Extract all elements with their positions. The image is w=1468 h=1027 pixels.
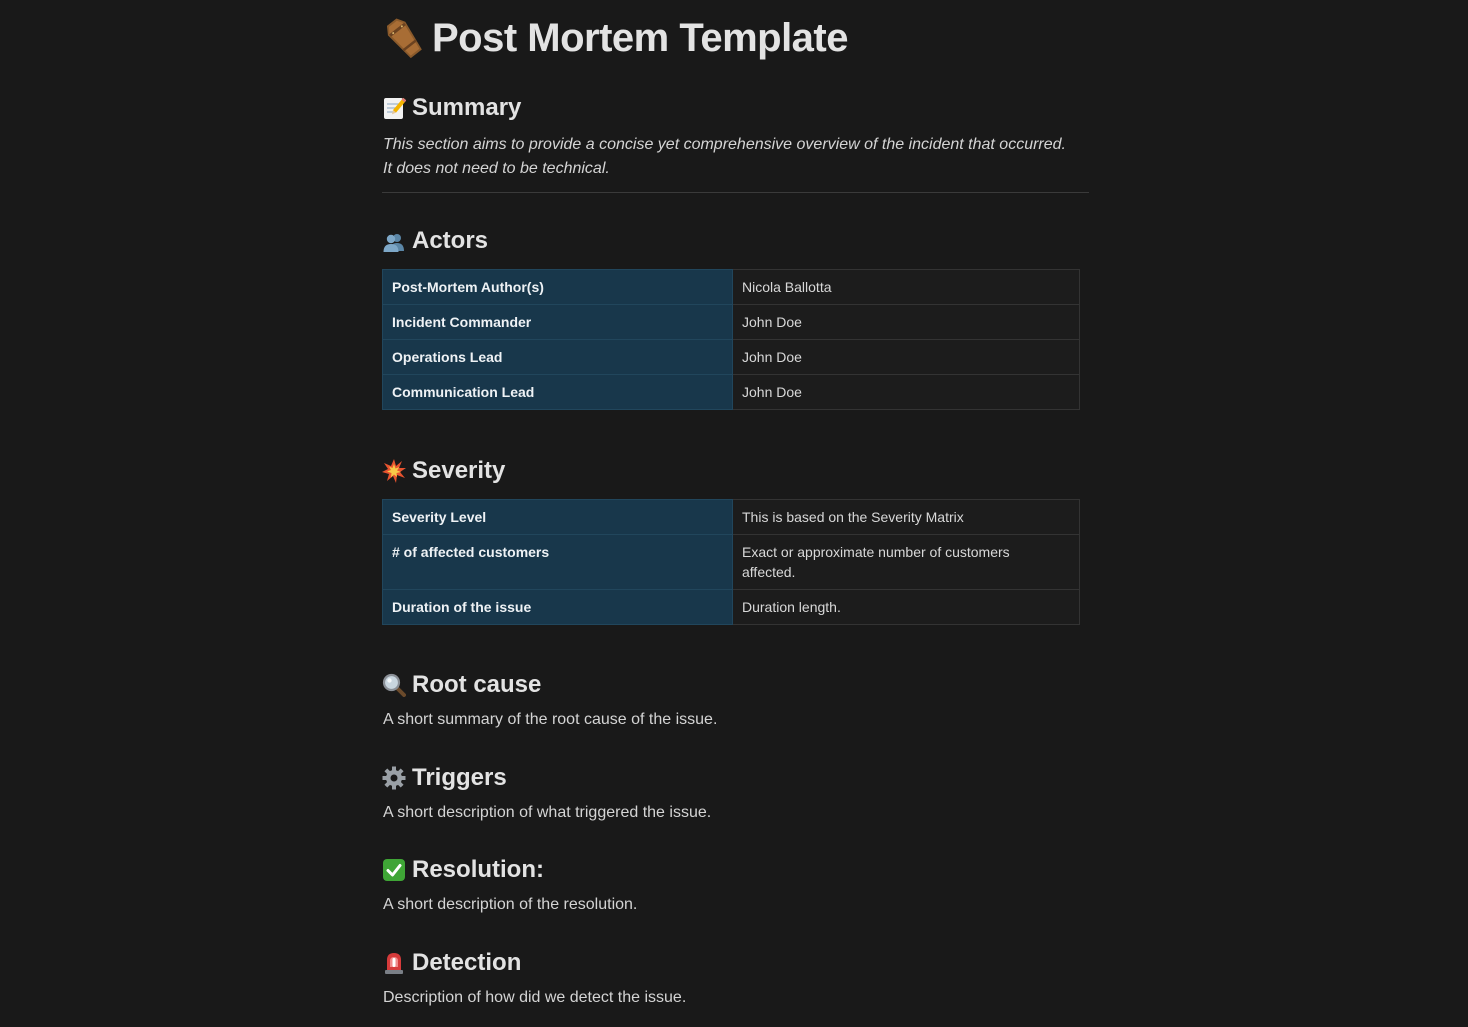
severity-heading[interactable] (382, 455, 505, 487)
table-cell-key[interactable]: Post-Mortem Author(s) (383, 270, 733, 305)
summary-heading-text: Summary (412, 94, 522, 121)
detection-heading[interactable] (382, 947, 521, 979)
summary-heading[interactable] (382, 92, 521, 124)
table-cell-value[interactable]: Duration length. (733, 590, 1080, 625)
severity-heading-text: Severity (412, 457, 506, 484)
resolution-heading-text: Resolution: (412, 856, 544, 883)
table-cell-value[interactable]: John Doe (733, 375, 1080, 410)
table-cell-key[interactable]: Operations Lead (383, 340, 733, 375)
table-row (383, 375, 1080, 410)
table-cell-key[interactable]: Duration of the issue (383, 590, 733, 625)
actors-heading[interactable] (382, 225, 488, 257)
triggers-text: A short description of what triggered the issue. (383, 804, 712, 821)
magnifying-glass-icon (382, 673, 406, 697)
actors-heading-text: Actors (412, 227, 489, 254)
page-title[interactable] (382, 14, 848, 62)
table-cell-value-line-1: Exact or approximate number of customers (742, 544, 1010, 560)
check-mark-button-icon (382, 858, 406, 882)
root-cause-heading[interactable] (382, 669, 541, 701)
table-cell-value[interactable] (733, 535, 1080, 590)
summary-line-2: It does not need to be technical. (383, 160, 610, 177)
coffin-icon[interactable] (382, 16, 426, 60)
table-cell-value[interactable]: John Doe (733, 305, 1080, 340)
table-cell-key[interactable]: Communication Lead (383, 375, 733, 410)
detection-heading-text: Detection (412, 949, 522, 976)
police-light-icon (382, 951, 406, 975)
root-cause-heading-text: Root cause (412, 671, 542, 698)
table-cell-value[interactable]: This is based on the Severity Matrix (733, 500, 1080, 535)
gear-icon (382, 766, 406, 790)
divider (382, 192, 1089, 193)
table-row (383, 535, 1080, 590)
triggers-heading-text: Triggers (412, 764, 507, 791)
table-row (383, 500, 1080, 535)
collision-icon (382, 459, 406, 483)
table-row (383, 270, 1080, 305)
memo-icon (382, 96, 406, 120)
summary-line-1: This section aims to provide a concise yet comprehensive overview of the incident that occurred. (383, 136, 1066, 153)
table-row (383, 340, 1080, 375)
page-title-text: Post Mortem Template (432, 15, 848, 60)
busts-in-silhouette-icon (382, 229, 406, 253)
table-cell-key[interactable]: Severity Level (383, 500, 733, 535)
table-cell-key[interactable]: Incident Commander (383, 305, 733, 340)
severity-table (382, 499, 1080, 625)
resolution-heading[interactable] (382, 854, 544, 886)
triggers-heading[interactable] (382, 762, 507, 794)
table-row (383, 305, 1080, 340)
resolution-text: A short description of the resolution. (383, 896, 638, 913)
detection-text: Description of how did we detect the issue. (383, 989, 687, 1006)
table-cell-value[interactable]: John Doe (733, 340, 1080, 375)
table-cell-key[interactable]: # of affected customers (383, 535, 733, 590)
root-cause-text: A short summary of the root cause of the issue. (383, 711, 718, 728)
actors-table (382, 269, 1080, 410)
table-row (383, 590, 1080, 625)
table-cell-value[interactable]: Nicola Ballotta (733, 270, 1080, 305)
table-cell-value-line-2: affected. (742, 564, 796, 580)
